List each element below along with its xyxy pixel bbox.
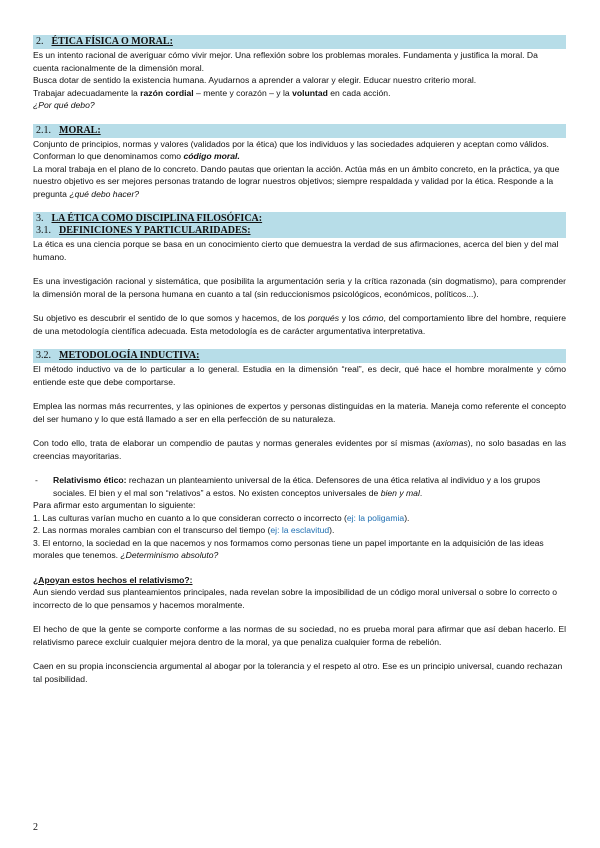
paragraph: Es una investigación racional y sistemática, que posibilita la argumentación seria y la crítica razonada (sin dogmatismo), para comprender la dimensión moral de la persona humana en cuanto a tal (sin reduccionismos psicológicos, económicos, políticos...). [33, 276, 566, 299]
text: Trabajar adecuadamente la [33, 87, 141, 98]
paragraph: Aun siendo verdad sus planteamientos principales, nada revelan sobre la imposibilidad de un código moral universal o sobre lo correcto o incorrecto de lo que pensamos y hacemos moralmente. [33, 587, 558, 610]
paragraph [33, 437, 566, 462]
section-number: 2. [36, 36, 44, 47]
section-header-3 [33, 212, 566, 225]
paragraph: Para afirmar esto argumentan lo siguiente: [33, 500, 196, 510]
example-link: ej: la poligamia [346, 512, 405, 523]
section-header-2 [33, 35, 566, 49]
paragraph: El método inductivo va de lo particular a lo general. Estudia en la dimensión “real”, es decir, qué hace el hombre moralmente y cómo entiende este que debe comportarse. [33, 364, 566, 387]
bullet-item [33, 474, 566, 499]
italic-text: axiomas [435, 438, 468, 448]
italic-text: cómo [362, 313, 384, 323]
bold-term: Relativismo ético: [53, 475, 127, 485]
paragraph [33, 163, 566, 201]
paragraph: El hecho de que la gente se comporte conforme a las normas de su sociedad, no es prueba moral para afirmar que así deban hacerlo. El relativismo parece excluir cualquier mejora dentro de la moral, ya que penaliza cualquier forma de rebelión. [33, 624, 566, 647]
text: ). [329, 525, 335, 535]
paragraph [33, 312, 566, 337]
section-header-2-1 [33, 124, 566, 138]
paragraph [33, 87, 566, 100]
text: La moral trabaja en el plano de lo concreto. Dando pautas que orientan la acción. Actúa más en un ámbito concreto, en la práctica, ya que nuestro objetivo es ser mejores personas tratando de lograr nuestros objetivos; siempre respaldada y validad por la ética. Responde a la pregunta [33, 163, 560, 199]
bullet-text [53, 474, 566, 499]
paragraph: Es un intento racional de averiguar cómo vivir mejor. Una reflexión sobre los problemas morales. Fundamenta y justifica la moral. Da cuenta racionalmente de la dimensión moral. [33, 50, 538, 73]
list-item [33, 512, 566, 525]
text: rechazan un planteamiento universal de la ética. Defensores de una ética relativa al individuo y a los grupos sociales. El bien y el mal son “relativos” a estos. No existen conceptos universales de [53, 475, 541, 498]
italic-text: ¿qué debo hacer? [69, 188, 140, 199]
text: , del comportamiento libre del hombre, requiere de una metodología científica adecuada. Esta metodología es de carácter argumentativa interpretativa. [33, 313, 566, 336]
text: 3. El entorno, la sociedad en la que nacemos y nos formamos como personas tiene un papel importante en la adquisición de las ideas morales que tenemos. [33, 537, 544, 560]
section-title: MORAL: [59, 124, 101, 136]
page-number: 2 [33, 822, 38, 833]
text: 1. Las culturas varían mucho en cuanto a lo que consideran correcto o incorrecto ( [33, 512, 347, 523]
italic-text: porqués [307, 313, 340, 323]
section-number: 3.1. [36, 225, 51, 236]
question [33, 99, 566, 112]
text: Conjunto de principios, normas y valores (validados por la ética) que los individuos y las sociedades adquieren y aceptan como válidos. Conforman lo que denominamos como [33, 138, 549, 161]
section-header-3-1 [33, 225, 566, 238]
text: y los [339, 313, 363, 323]
subheading: ¿Apoyan estos hechos el relativismo?: [33, 574, 193, 585]
list-item [33, 524, 566, 537]
paragraph: Busca dotar de sentido la existencia humana. Ayudarnos a aprender a valorar y elegir. Educar nuestro criterio moral. [33, 75, 477, 85]
section-title: ÉTICA FÍSICA O MORAL: [51, 36, 173, 47]
italic-text: ¿Por qué debo? [33, 100, 95, 110]
section-number: 3. [36, 213, 44, 224]
bold-italic-term: código moral. [183, 151, 240, 161]
section-title: LA ÉTICA COMO DISCIPLINA FILOSÓFICA: [51, 213, 263, 224]
text: ). [404, 512, 410, 523]
bold-term: razón cordial [140, 87, 194, 98]
paragraph: La ética es una ciencia porque se basa en un conocimiento cierto que demuestra la verdad de sus afirmaciones, acerca del bien y del mal humano. [33, 239, 559, 262]
paragraph [33, 138, 566, 163]
text: – mente y corazón – y la [193, 87, 293, 98]
bullet-dash: - [35, 475, 38, 485]
text: Su objetivo es descubrir el sentido de lo que somos y hacemos, de los [33, 313, 308, 323]
text: Con todo ello, trata de elaborar un compendio de pautas y normas generales evidentes por sí mismas ( [33, 438, 436, 448]
document-page [33, 35, 566, 685]
section-title: DEFINICIONES Y PARTICULARIDADES: [59, 225, 251, 236]
section-number: 2.1. [36, 124, 51, 136]
text: en cada acción. [327, 87, 391, 98]
paragraph: Caen en su propia inconsciencia argumental al abogar por la tolerancia y el respeto al otro. Ese es un principio universal, cuando rechazan tal posibilidad. [33, 661, 563, 684]
italic-text: bien y mal [380, 487, 420, 498]
text: . [419, 487, 423, 498]
italic-text: ¿Determinismo absoluto? [120, 550, 219, 560]
list-item [33, 537, 566, 562]
text: ), no solo basadas en las creencias mayoritarias. [33, 438, 566, 461]
text: 2. Las normas morales cambian con el transcurso del tiempo ( [33, 525, 271, 535]
section-number: 3.2. [36, 350, 51, 361]
section-title: METODOLOGÍA INDUCTIVA: [59, 350, 200, 361]
bold-term: voluntad [292, 87, 328, 98]
paragraph: Emplea las normas más recurrentes, y las opiniones de expertos y personas distinguidas en la materia. Maneja como referente el concepto del ser humano y lo que está llamado a ser en ella perfección de su naturaleza. [33, 401, 566, 424]
example-link: ej: la esclavitud [270, 525, 330, 535]
section-header-3-2 [33, 349, 566, 363]
